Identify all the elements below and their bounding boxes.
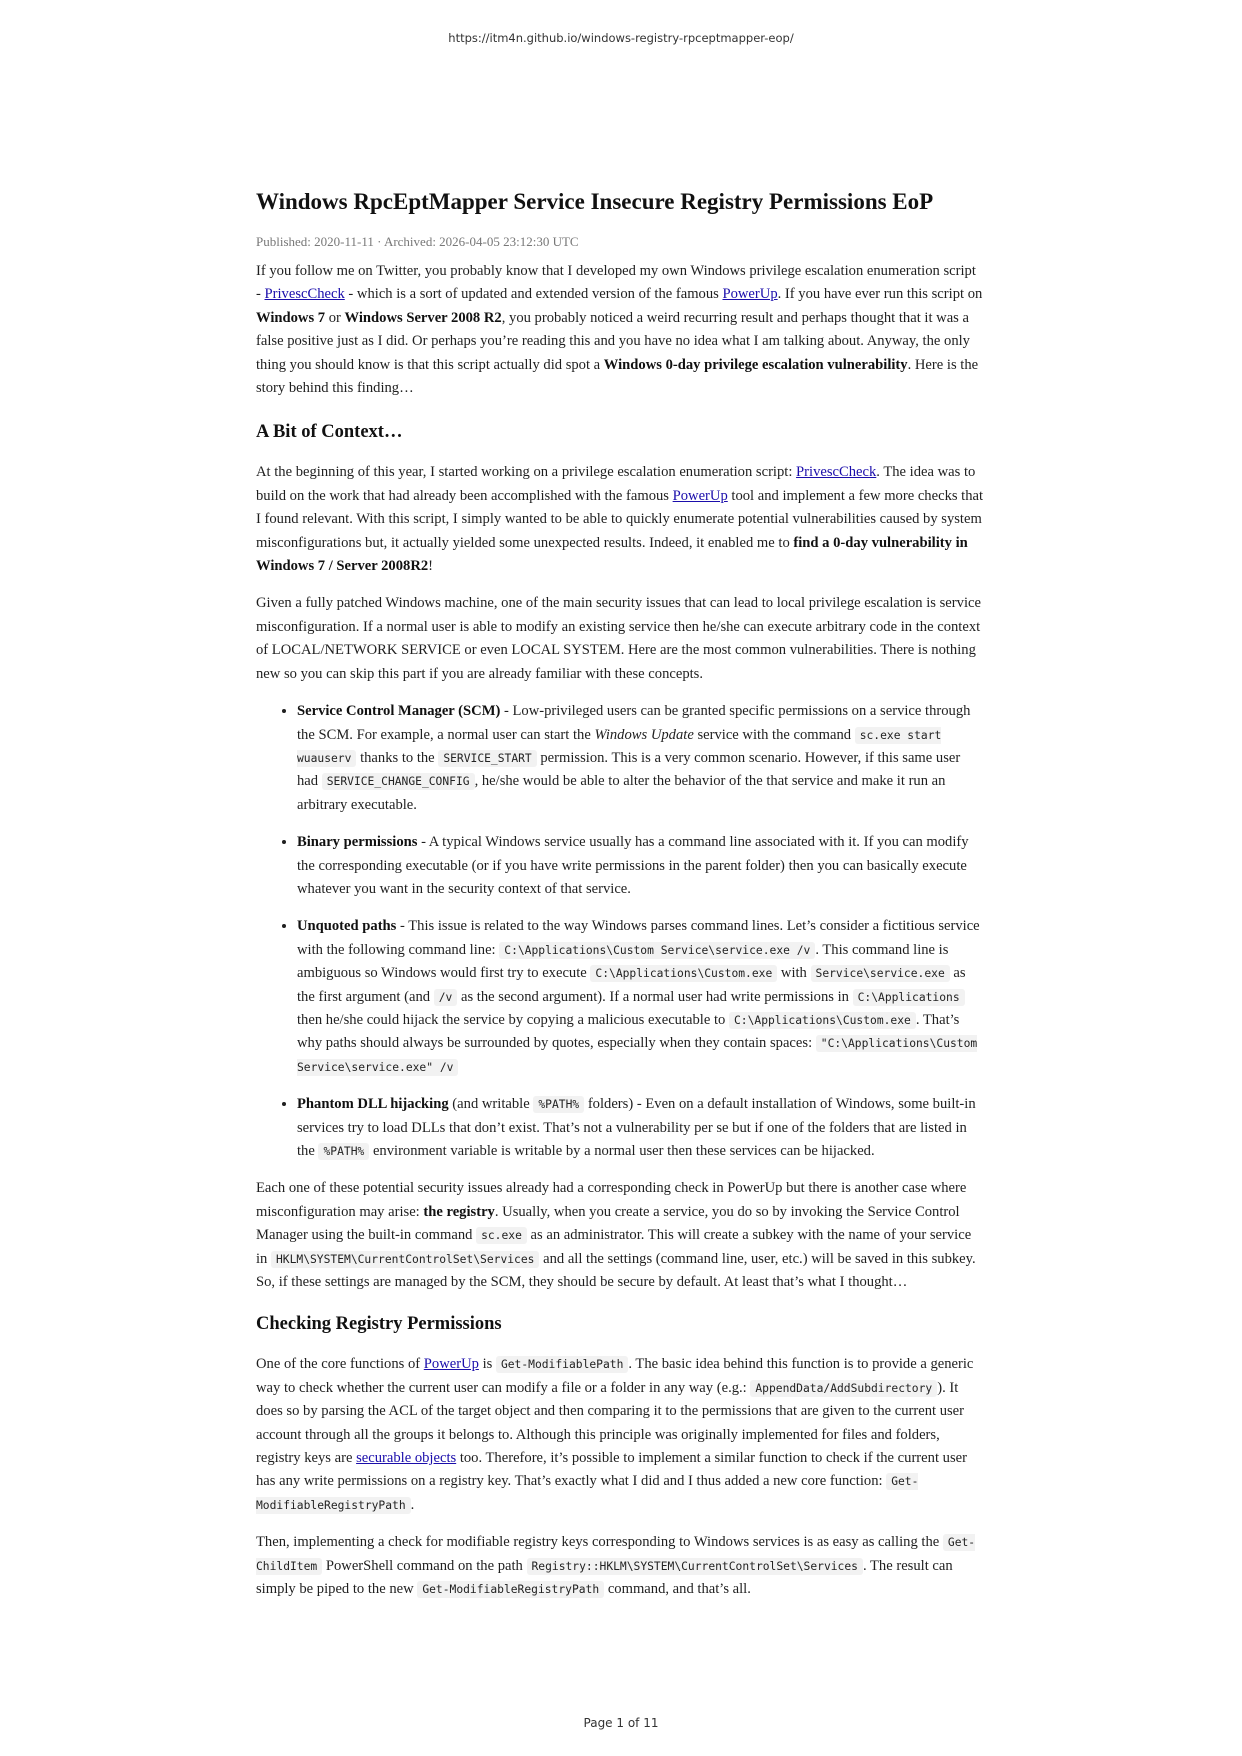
inline-code: Get-ModifiablePath bbox=[496, 1356, 628, 1373]
section-heading-checking-registry: Checking Registry Permissions bbox=[256, 1314, 502, 1335]
context-paragraph-1: At the beginning of this year, I started working on a privilege escalation enumeration script: PrivescCheck. The idea was to build on the work that had already been accomplished with the famous PowerUp tool and implement a few more checks that I found relevant. With this script, I simply wanted to be able to quickly enumerate potential vulnerabilities caused by system misconfigurations but, it actually yielded some unexpected results. Indeed, it enabled me to find a 0-day vulnerability in Windows 7 / Server 2008R2! bbox=[256, 464, 984, 575]
privesccheck-link[interactable]: PrivescCheck bbox=[796, 464, 877, 481]
inline-code: AppendData/AddSubdirectory bbox=[750, 1380, 937, 1397]
page-url: https://itm4n.github.io/windows-registry-rpceptmapper-eop/ bbox=[448, 31, 794, 45]
inline-code: Get-ModifiableRegistryPath bbox=[256, 1475, 919, 1512]
list-item-unquoted-paths: • Unquoted paths - This issue is related to the way Windows parses command lines. Let’s consider a fictitious service with the following command line: C:\Applications\Custom Service\service.exe /v . This command line is ambiguous so Windows would first try to execute C:\Applications\Custom.exe with Service\service.exe as the first argument (and /v as the second argument). If a normal user had write permissions in C:\Applications then he/she could hijack the service by copying a malicious executable to C:\Applications\Custom.exe . That’s why paths should always be surrounded by quotes, especially when they contain spaces: "C:\Applications\Custom Service\service.exe" /v bbox=[297, 915, 984, 1079]
powerup-link[interactable]: PowerUp bbox=[672, 487, 728, 504]
securable-objects-link[interactable]: securable objects bbox=[356, 1450, 457, 1467]
list-item-scm: • Service Control Manager (SCM) - Low-privileged users can be granted specific permissions on a service through the SCM. For example, a normal user can start the Windows Update service with the command sc.exe start wuauserv thanks to the SERVICE_START permission. This is a very common scenario. However, if this same user had SERVICE_CHANGE_CONFIG , he/she would be able to alter the behavior of the that service and make it run an arbitrary executable. bbox=[297, 700, 984, 817]
inline-code: HKLM\SYSTEM\CurrentControlSet\Services bbox=[271, 1251, 539, 1268]
context-paragraph-2: Given a fully patched Windows machine, one of the main security issues that can lead to local privilege escalation is service misconfiguration. If a normal user is able to modify an existing service then he/she can execute arbitrary code in the context of LOCAL/NETWORK SERVICE or even LOCAL SYSTEM. Here are the most common vulnerabilities. There is nothing new so you can skip this part if you are already familiar with these concepts. bbox=[256, 595, 981, 682]
inline-code: "C:\Applications\Custom Service\service.exe" /v bbox=[297, 1037, 978, 1074]
inline-code: C:\Applications bbox=[853, 989, 965, 1006]
powerup-link[interactable]: PowerUp bbox=[722, 286, 778, 303]
page-number: Page 1 of 11 bbox=[583, 1716, 659, 1730]
list-item-phantom-dll: • Phantom DLL hijacking (and writable %PATH% folders) - Even on a default installation of Windows, some built-in services try to load DLLs that don’t exist. That’s not a vulnerability per se but if one of the folders that are listed in the %PATH% environment variable is writable by a normal user then these services can be hijacked. bbox=[297, 1093, 984, 1163]
article-meta: Published: 2020-11-11 · Archived: 2026-04-05 23:12:30 UTC bbox=[256, 234, 579, 249]
intro-paragraph: If you follow me on Twitter, you probably know that I developed my own Windows privilege escalation enumeration script - PrivescCheck - which is a sort of updated and extended version of the famous PowerUp. If you have ever run this script on Windows 7 or Windows Server 2008 R2, you probably noticed a weird recurring result and perhaps thought that it was a false positive just as I did. Or perhaps you’re reading this and you have no idea what I am talking about. Anyway, the only thing you should know is that this script actually did spot a Windows 0-day privilege escalation vulnerability. Here is the story behind this finding… bbox=[256, 263, 983, 397]
section-heading-context: A Bit of Context… bbox=[256, 422, 403, 443]
inline-code: Registry::HKLM\SYSTEM\CurrentControlSet\Services bbox=[527, 1558, 863, 1575]
article bbox=[256, 187, 984, 1602]
inline-code: sc.exe start wuauserv bbox=[297, 728, 942, 765]
inline-code: SERVICE_CHANGE_CONFIG bbox=[322, 773, 475, 790]
inline-code: C:\Applications\Custom Service\service.exe /v bbox=[499, 942, 815, 959]
inline-code: %PATH% bbox=[533, 1096, 584, 1113]
article-title: Windows RpcEptMapper Service Insecure Registry Permissions EoP bbox=[256, 189, 934, 214]
inline-code: %PATH% bbox=[318, 1143, 369, 1160]
inline-code: Service\service.exe bbox=[811, 965, 950, 982]
vulnerability-list bbox=[256, 700, 984, 1163]
inline-code: Get-ModifiableRegistryPath bbox=[417, 1581, 604, 1598]
inline-code: /v bbox=[434, 989, 458, 1006]
inline-code: sc.exe bbox=[476, 1227, 527, 1244]
registry-paragraph: Each one of these potential security issues already had a corresponding check in PowerUp but there is another case where misconfiguration may arise: the registry. Usually, when you create a service, you do so by invoking the Service Control Manager using the built-in command sc.exe as an administrator. This will create a subkey with the name of your service in HKLM\SYSTEM\CurrentControlSet\Services and all the settings (command line, user, etc.) will be saved in this subkey. So, if these settings are managed by the SCM, they should be secure by default. At least that’s what I thought… bbox=[256, 1180, 976, 1291]
checking-paragraph-2: Then, implementing a check for modifiable registry keys corresponding to Windows services is as easy as calling the Get-ChildItem PowerShell command on the path Registry::HKLM\SYSTEM\CurrentControlSet\Services . The result can simply be piped to the new Get-ModifiableRegistryPath command, and that’s all. bbox=[256, 1534, 976, 1598]
inline-code: C:\Applications\Custom.exe bbox=[729, 1012, 916, 1029]
list-item-binary-permissions: • Binary permissions - A typical Windows service usually has a command line associated with it. If you can modify the corresponding executable (or if you have write permissions in the parent folder) then you can basically execute whatever you want in the security context of that service. bbox=[297, 831, 984, 901]
checking-paragraph-1: One of the core functions of PowerUp is Get-ModifiablePath . The basic idea behind this function is to provide a generic way to check whether the current user can modify a file or a folder in any way (e.g.: AppendData/AddSubdirectory ). It does so by parsing the ACL of the target object and then comparing it to the permissions that are given to the current user account through all the groups it belongs to. Although this principle was originally implemented for files and folders, registry keys are securable objects too. Therefore, it’s possible to implement a similar function to check if the current user has any write permissions on a registry key. That’s exactly what I did and I thus added a new core function: Get-ModifiableRegistryPath . bbox=[256, 1356, 974, 1513]
powerup-link[interactable]: PowerUp bbox=[423, 1356, 479, 1373]
inline-code: SERVICE_START bbox=[438, 750, 536, 767]
privesccheck-link[interactable]: PrivescCheck bbox=[264, 286, 345, 303]
inline-code: Get-ChildItem bbox=[256, 1536, 976, 1573]
inline-code: C:\Applications\Custom.exe bbox=[590, 965, 777, 982]
